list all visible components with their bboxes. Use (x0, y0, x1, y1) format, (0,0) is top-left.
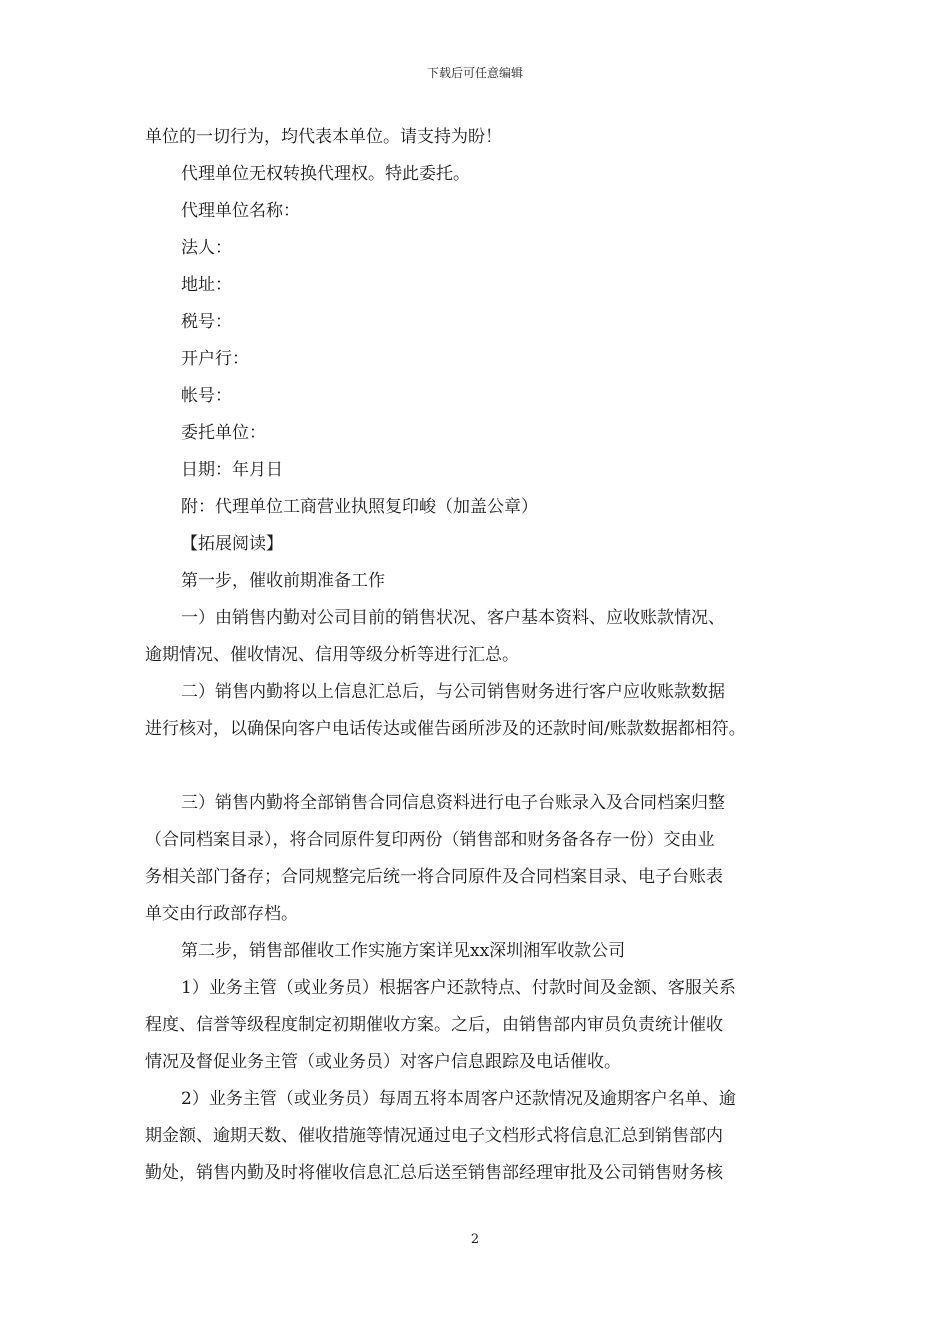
step-two-item-2-line-1: 2）业务主管（或业务员）每周五将本周客户还款情况及逾期客户名单、逾 (181, 1089, 736, 1109)
section-heading-extended-reading: 【拓展阅读】 (181, 534, 283, 554)
step-one-item-3-line-3: 务相关部门备存；合同规整完后统一将合同原件及合同档案目录、电子台账表 (145, 867, 723, 887)
step-two-item-1-line-3: 情况及督促业务主管（或业务员）对客户信息跟踪及电话催收。 (145, 1052, 621, 1072)
page-number: 2 (470, 1232, 480, 1247)
field-legal-person: 法人： (181, 238, 232, 258)
field-bank: 开户行： (181, 349, 249, 369)
field-agent-name: 代理单位名称： (181, 201, 300, 221)
step-one-item-3-line-4: 单交由行政部存档。 (145, 904, 298, 924)
paragraph-continuation: 单位的一切行为，均代表本单位。请支持为盼！ (145, 127, 502, 147)
step-one-item-3-line-2: （合同档案目录），将合同原件复印两份（销售部和财务备各存一份）交由业 (145, 830, 715, 850)
field-tax-number: 税号： (181, 312, 232, 332)
step-one-item-1-line-1: 一）由销售内勤对公司目前的销售状况、客户基本资料、应收账款情况、 (181, 608, 725, 628)
step-two-item-1-line-2: 程度、信誉等级程度制定初期催收方案。之后，由销售部内审员负责统计催收 (145, 1015, 723, 1035)
step-one-item-1-line-2: 逾期情况、催收情况、信用等级分析等进行汇总。 (145, 645, 519, 665)
step-two-heading: 第二步，销售部催收工作实施方案详见xx深圳湘军收款公司 (181, 941, 626, 961)
field-account: 帐号： (181, 386, 232, 406)
step-one-item-2-line-2: 进行核对，以确保向客户电话传达或催告函所涉及的还款时间/账款数据都相符。 (145, 719, 746, 739)
step-one-item-3-line-1: 三）销售内勤将全部销售合同信息资料进行电子台账录入及合同档案归整 (181, 793, 725, 813)
step-two-item-2-line-2: 期金额、逾期天数、催收措施等情况通过电子文档形式将信息汇总到销售部内 (145, 1126, 723, 1146)
step-one-heading: 第一步，催收前期准备工作 (181, 571, 385, 591)
field-principal: 委托单位： (181, 423, 266, 443)
paragraph-no-transfer: 代理单位无权转换代理权。特此委托。 (181, 164, 470, 184)
page-header: 下载后可任意编辑 (426, 66, 523, 80)
field-address: 地址： (181, 275, 232, 295)
step-one-item-2-line-1: 二）销售内勤将以上信息汇总后，与公司销售财务进行客户应收账款数据 (181, 682, 725, 702)
blank-line (145, 748, 825, 785)
field-date: 日期：年月日 (181, 460, 283, 480)
step-two-item-1-line-1: 1）业务主管（或业务员）根据客户还款特点、付款时间及金额、客服关系 (181, 978, 736, 998)
document-body (145, 119, 825, 1192)
attachment-note: 附：代理单位工商营业执照复印峻（加盖公章） (181, 497, 538, 517)
step-two-item-2-line-3: 勤处，销售内勤及时将催收信息汇总后送至销售部经理审批及公司销售财务核 (145, 1163, 723, 1183)
